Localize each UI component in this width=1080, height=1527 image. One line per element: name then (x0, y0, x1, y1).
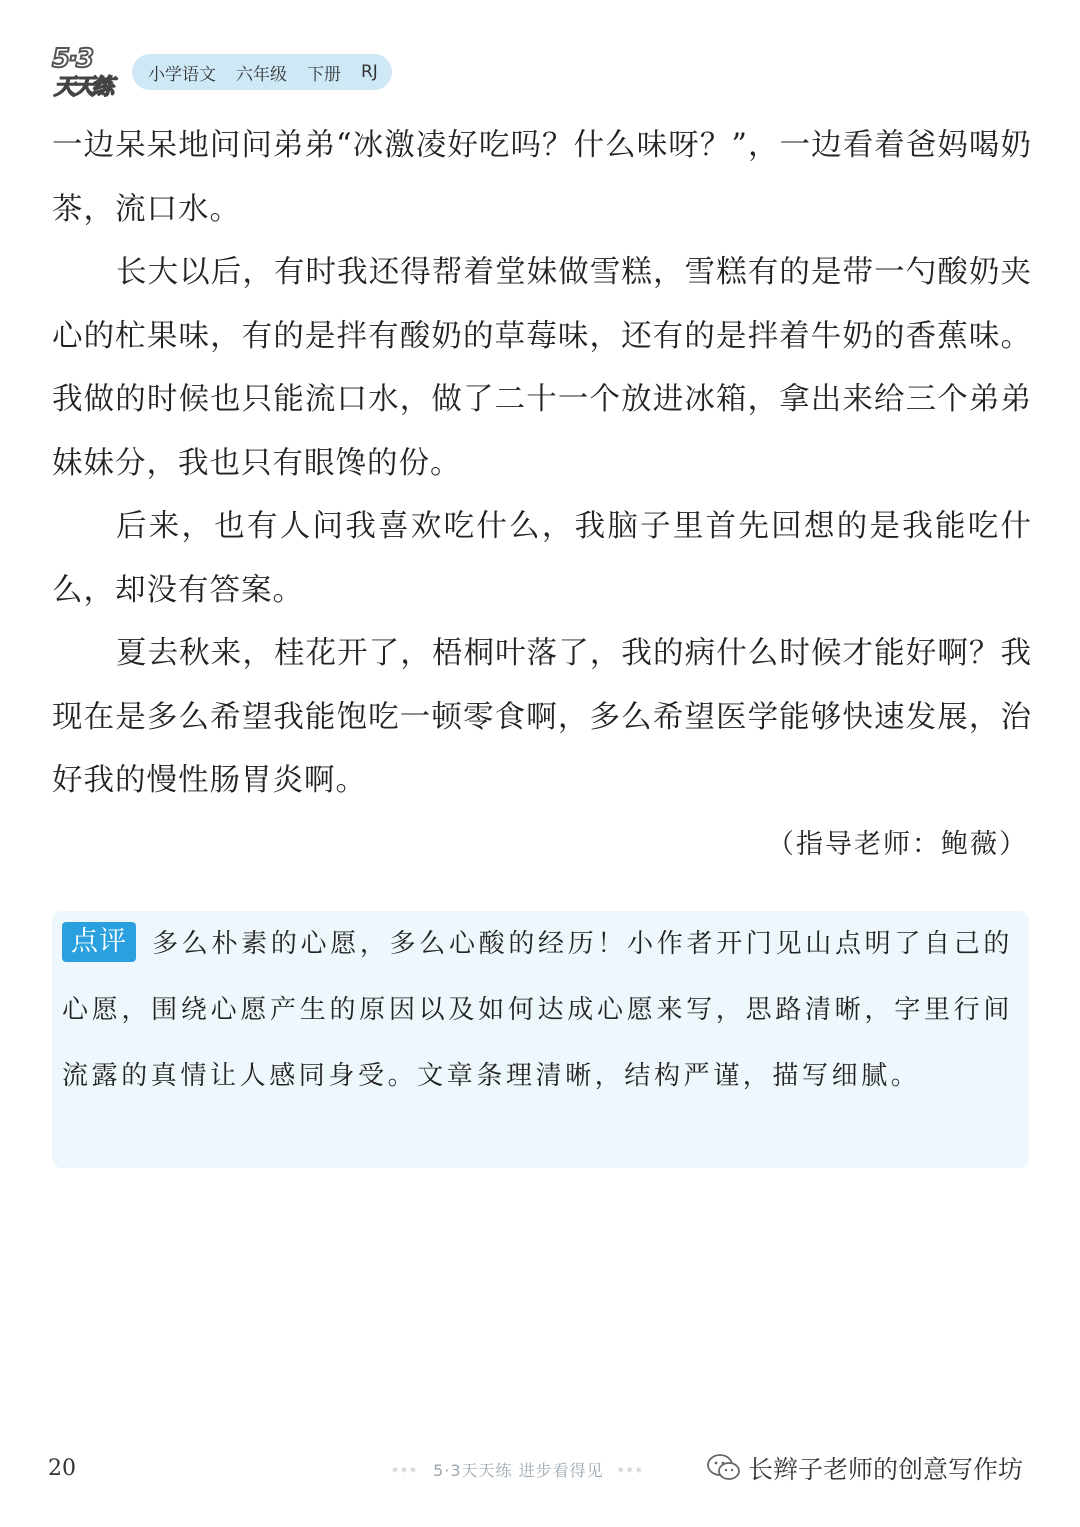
comment-text: 多么朴素的心愿，多么心酸的经历！小作者开门见山点明了自己的心愿，围绕心愿产生的原因以及如何达成心愿来写，思路清晰，字里行间流露的真情让人感同身受。文章条理清晰，结构严谨，描写细腻。 (62, 929, 1013, 1091)
article-body (52, 114, 1032, 875)
teacher-signature: （指导老师：鲍薇） (767, 828, 1028, 860)
logo-number: 5·3 (52, 44, 93, 74)
stars-left: *** (392, 1465, 419, 1479)
paragraph: 一边呆呆地问问弟弟“冰激凌好吃吗？什么味呀？”，一边看着爸妈喝奶茶，流口水。 (52, 128, 1032, 227)
comment-box (52, 911, 1029, 1168)
course-info-pill (132, 54, 392, 90)
page-number: 20 (48, 1456, 76, 1481)
brand-logo (46, 40, 138, 102)
comment-badge: 点评 (62, 922, 136, 962)
subject-label: 小学语文 (148, 64, 216, 85)
edition-label: RJ (361, 62, 378, 82)
page-header (46, 40, 426, 110)
paragraph: 长大以后，有时我还得帮着堂妹做雪糕，雪糕有的是带一勺酸奶夹心的杧果味，有的是拌有酸奶的草莓味，还有的是拌着牛奶的香蕉味。我做的时候也只能流口水，做了二十一个放进冰箱，拿出来给三个弟弟妹妹分，我也只有眼馋的份。 (52, 255, 1032, 481)
watermark-text: 长辫子老师的创意写作坊 (748, 1455, 1024, 1484)
paragraph: 后来，也有人问我喜欢吃什么，我脑子里首先回想的是我能吃什么，却没有答案。 (52, 509, 1032, 608)
grade-label: 六年级 (236, 64, 287, 85)
slogan-text: 5·3天天练 进步看得见 (433, 1461, 604, 1480)
volume-label: 下册 (307, 64, 341, 85)
comment-content (62, 911, 1013, 1109)
watermark (706, 1450, 1023, 1486)
stars-right: *** (617, 1465, 645, 1479)
paragraph: 夏去秋来，桂花开了，梧桐叶落了，我的病什么时候才能好啊？我现在是多么希望我能饱吃一顿零食啊，多么希望医学能够快速发展，治好我的慢性肠胃炎啊。 (52, 636, 1032, 798)
wechat-icon (706, 1453, 742, 1483)
footer-slogan (392, 1458, 645, 1481)
logo-text: 天天练 (54, 75, 112, 100)
